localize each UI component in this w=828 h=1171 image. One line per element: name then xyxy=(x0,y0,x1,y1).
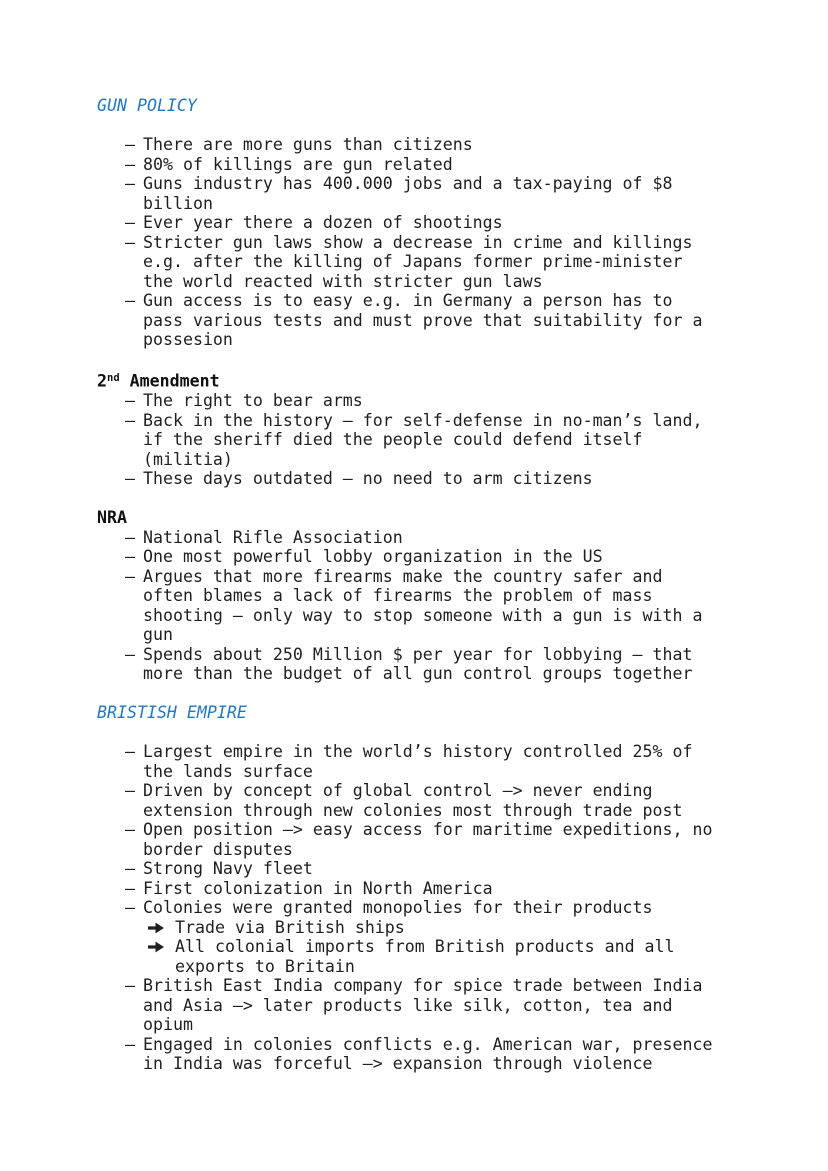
heading-text: BRISTISH EMPIRE xyxy=(97,703,247,722)
text-line: Strong Navy fleet xyxy=(143,859,313,878)
text-line: shooting – only way to stop someone with a gun is with a xyxy=(143,605,703,625)
text-line: gun xyxy=(143,625,173,644)
dash-bullet: – xyxy=(125,878,135,898)
text-line: border disputes xyxy=(143,839,293,859)
dash-bullet: – xyxy=(125,469,135,488)
text-line: The right to bear arms xyxy=(143,391,363,410)
section-heading xyxy=(97,508,792,528)
bullet-item xyxy=(97,742,792,781)
bullet-item xyxy=(97,547,792,567)
text-line: Stricter gun laws show a decrease in crime and killings xyxy=(143,232,693,252)
bullet-text xyxy=(143,135,792,155)
bullet-text xyxy=(175,937,792,976)
heading-text: GUN POLICY xyxy=(97,96,197,115)
heading-text: NRA xyxy=(97,508,127,527)
heading-text: 2 xyxy=(97,371,107,391)
bullet-item xyxy=(97,174,792,213)
section-heading xyxy=(97,96,792,116)
dash-bullet: – xyxy=(125,213,135,232)
bullet-text xyxy=(143,547,792,567)
bullet-item xyxy=(97,976,792,1035)
notes-section xyxy=(97,369,792,489)
bullet-text xyxy=(143,859,792,879)
bullet-item xyxy=(97,291,792,350)
bullet-item xyxy=(97,469,792,489)
bullet-text xyxy=(143,155,792,175)
bullet-text xyxy=(143,898,792,918)
bullet-item xyxy=(97,859,792,879)
text-line: often blames a lack of firearms the problem of mass xyxy=(143,586,653,605)
bullet-text xyxy=(143,976,792,1035)
arrow-bullet-icon xyxy=(148,941,164,953)
bullet-item xyxy=(97,135,792,155)
bullet-item xyxy=(97,411,792,470)
bullet-text xyxy=(143,781,792,820)
bullet-item xyxy=(97,937,792,976)
bullet-text xyxy=(143,528,792,548)
text-line: Back in the history – for self-defense in no-man’s land, xyxy=(143,410,703,430)
text-line: Largest empire in the world’s history controlled 25% of xyxy=(143,742,693,761)
bullet-text xyxy=(143,291,792,350)
bullet-text xyxy=(143,391,792,411)
dash-bullet: – xyxy=(125,898,135,917)
text-line: the lands surface xyxy=(143,761,313,781)
bullet-item xyxy=(97,918,792,938)
text-line: One most powerful lobby organization in the US xyxy=(143,547,603,566)
text-line: Argues that more firearms make the country safer and xyxy=(143,566,663,586)
text-line: opium xyxy=(143,1015,193,1034)
bullet-item xyxy=(97,391,792,411)
bullet-text xyxy=(143,567,792,645)
text-line: the world reacted with stricter gun laws xyxy=(143,271,543,291)
text-line: Guns industry has 400.000 jobs and a tax-paying of $8 xyxy=(143,174,673,193)
bullet-item xyxy=(97,1035,792,1074)
text-line: There are more guns than citizens xyxy=(143,135,473,154)
bullet-item xyxy=(97,155,792,175)
bullet-text xyxy=(143,233,792,292)
dash-bullet: – xyxy=(125,644,135,664)
text-line: 80% of killings are gun related xyxy=(143,154,453,174)
bullet-item xyxy=(97,645,792,684)
text-line: (militia) xyxy=(143,449,233,469)
bullet-item xyxy=(97,781,792,820)
dash-bullet: – xyxy=(125,527,135,547)
text-line: in India was forceful –> expansion through violence xyxy=(143,1054,653,1073)
text-line: more than the budget of all gun control groups together xyxy=(143,664,693,683)
text-line: Open position –> easy access for maritime expeditions, no xyxy=(143,820,713,839)
section-heading xyxy=(97,703,792,723)
bullet-item xyxy=(97,233,792,292)
bullet-text xyxy=(175,918,792,938)
dash-bullet: – xyxy=(125,135,135,154)
text-line: British East India company for spice trade between India xyxy=(143,976,703,995)
heading-superscript: nd xyxy=(107,372,120,384)
bullet-text xyxy=(143,742,792,781)
dash-bullet: – xyxy=(125,291,135,310)
text-line: e.g. after the killing of Japans former prime-minister xyxy=(143,252,683,271)
dash-bullet: – xyxy=(125,781,135,800)
text-line: All colonial imports from British products and all xyxy=(175,937,675,956)
text-line: extension through new colonies most through trade post xyxy=(143,800,683,820)
bullet-text xyxy=(143,820,792,859)
dash-bullet: – xyxy=(125,410,135,430)
text-line: Gun access is to easy e.g. in Germany a person has to xyxy=(143,291,673,310)
notes-section xyxy=(97,703,792,1074)
dash-bullet: – xyxy=(125,391,135,410)
text-line: if the sheriff died the people could defend itself xyxy=(143,430,643,449)
text-line: Engaged in colonies conflicts e.g. American war, presence xyxy=(143,1034,713,1054)
heading-text: Amendment xyxy=(119,371,220,391)
dash-bullet: – xyxy=(125,547,135,566)
dash-bullet: – xyxy=(125,742,135,761)
text-line: These days outdated – no need to arm citizens xyxy=(143,469,593,488)
arrow-bullet xyxy=(148,918,175,938)
arrow-bullet xyxy=(148,937,175,957)
bullet-text xyxy=(143,1035,792,1074)
dash-bullet: – xyxy=(125,154,135,174)
bullet-text xyxy=(143,469,792,489)
bullet-item xyxy=(97,820,792,859)
text-line: Driven by concept of global control –> never ending xyxy=(143,781,653,800)
bullet-text xyxy=(143,174,792,213)
text-line: and Asia –> later products like silk, cotton, tea and xyxy=(143,995,673,1015)
document-content xyxy=(97,96,792,1074)
dash-bullet: – xyxy=(125,976,135,995)
bullet-item xyxy=(97,879,792,899)
text-line: Trade via British ships xyxy=(175,917,405,937)
text-line: First colonization in North America xyxy=(143,878,493,898)
text-line: billion xyxy=(143,193,213,213)
dash-bullet: – xyxy=(125,859,135,878)
text-line: pass various tests and must prove that suitability for a xyxy=(143,310,703,330)
section-heading xyxy=(97,369,792,391)
notes-section xyxy=(97,508,792,684)
bullet-text xyxy=(143,411,792,470)
bullet-item xyxy=(97,213,792,233)
bullet-item xyxy=(97,528,792,548)
bullet-text xyxy=(143,645,792,684)
dash-bullet: – xyxy=(125,566,135,586)
dash-bullet: – xyxy=(125,174,135,193)
text-line: exports to Britain xyxy=(175,956,355,976)
bullet-item xyxy=(97,898,792,918)
text-line: Ever year there a dozen of shootings xyxy=(143,213,503,232)
notes-section xyxy=(97,96,792,350)
dash-bullet: – xyxy=(125,232,135,252)
dash-bullet: – xyxy=(125,1034,135,1054)
text-line: Spends about 250 Million $ per year for lobbying – that xyxy=(143,644,693,664)
text-line: possesion xyxy=(143,330,233,349)
bullet-text xyxy=(143,879,792,899)
text-line: National Rifle Association xyxy=(143,527,403,547)
bullet-text xyxy=(143,213,792,233)
bullet-item xyxy=(97,567,792,645)
dash-bullet: – xyxy=(125,820,135,839)
arrow-bullet-icon xyxy=(148,922,164,934)
text-line: Colonies were granted monopolies for their products xyxy=(143,898,653,917)
